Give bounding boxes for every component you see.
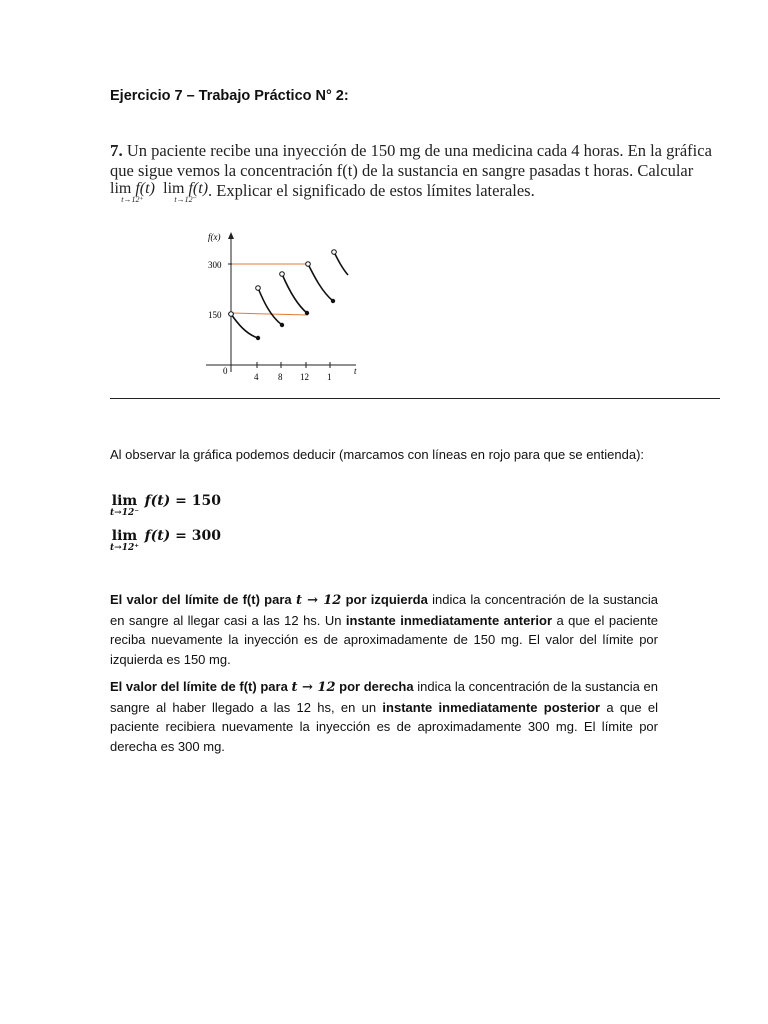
open-point-4 (306, 262, 311, 267)
problem-lim-left: lim f(t) t→12⁻ (163, 180, 209, 204)
x-axis-label: t (354, 366, 357, 376)
curve-segment-5 (334, 252, 348, 275)
problem-text: Un paciente recibe una inyección de 150 mg de una medicina cada 4 horas. En la gráfica que sigue vemos la concentración f(t) de la sustancia en sangre pasadas t horas. Calcular (110, 141, 712, 180)
curve-segment-2 (258, 288, 282, 325)
paragraph-left-limit: El valor del límite de f(t) para t → 12 por izquierda indica la concentración de la sustancia en sangre al llegar casi a las 12 hs. Un instante inmediatamente anterior a que el paciente reciba nuevamente la inyección es de aproximadamente de 150 mg. El valor del límite por izquierda es 150 mg. (110, 592, 658, 667)
curve-segment-3 (282, 274, 307, 313)
limit-left-equation: lim t→12⁻ f(t) = 150 (110, 493, 222, 518)
open-point-3 (280, 272, 285, 277)
problem-text-end: . Explicar el significado de estos límites laterales. (208, 181, 535, 200)
origin-label: 0 (223, 366, 228, 376)
guide-line-150 (232, 313, 308, 315)
problem-statement (110, 141, 722, 204)
y-tick-label-150: 150 (208, 310, 222, 320)
y-axis-arrow (228, 232, 234, 239)
x-tick-label-4: 4 (254, 372, 259, 382)
y-axis-label: f(x) (208, 232, 221, 242)
x-tick-label-1: 1 (327, 372, 332, 382)
closed-point-2 (280, 323, 284, 327)
problem-lim-right: lim f(t) t→12⁺ (110, 180, 155, 204)
problem-number: 7. (110, 141, 123, 160)
horizontal-divider (110, 398, 720, 399)
x-tick-label-8: 8 (278, 372, 283, 382)
intro-paragraph: Al observar la gráfica podemos deducir (marcamos con líneas en rojo para que se entienda): (110, 447, 645, 462)
x-tick-label-12: 12 (300, 372, 309, 382)
curve-segment-1 (231, 314, 258, 338)
closed-point-4 (331, 299, 335, 303)
y-tick-label-300: 300 (208, 260, 222, 270)
concentration-graph (196, 224, 376, 389)
closed-point-3 (305, 311, 309, 315)
open-point-5 (332, 250, 337, 255)
open-point-1 (229, 312, 234, 317)
open-point-2 (256, 286, 261, 291)
paragraph-right-limit: El valor del límite de f(t) para t → 12 por derecha indica la concentración de la sustancia en sangre al haber llegado a las 12 hs, en un instante inmediatamente posterior a que el paciente recibiera nuevamente la inyección es de aproximadamente 300 mg. El límite por derecha es 300 mg. (110, 679, 658, 754)
page-title: Ejercicio 7 – Trabajo Práctico N° 2: (110, 88, 349, 104)
curve-segment-4 (308, 264, 333, 301)
closed-point-1 (256, 336, 260, 340)
limit-right-equation: lim t→12⁺ f(t) = 300 (110, 528, 222, 553)
